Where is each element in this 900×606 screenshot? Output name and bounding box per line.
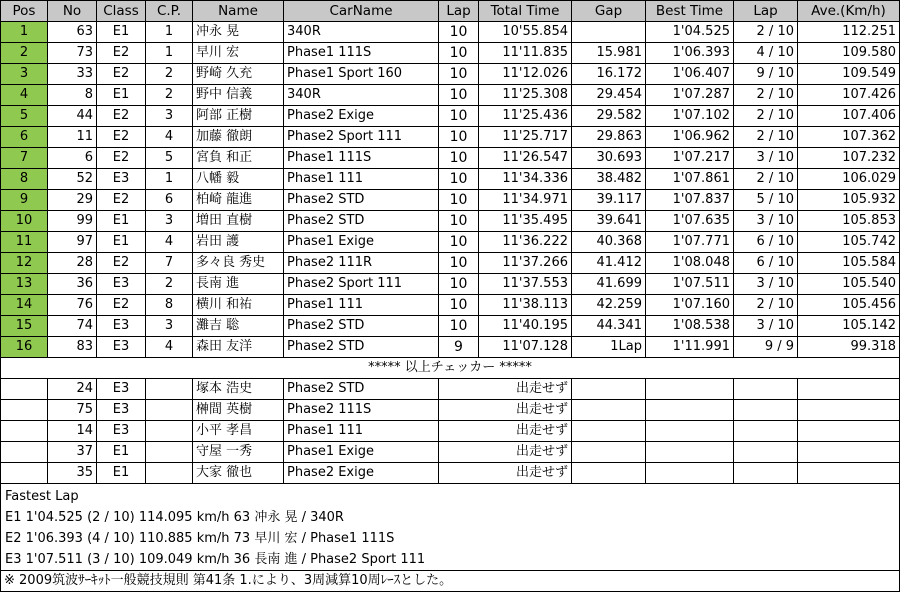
average-speed: 105.853 bbox=[798, 211, 900, 232]
average-speed: 99.318 bbox=[798, 337, 900, 358]
gap bbox=[572, 22, 646, 43]
laps: 10 bbox=[439, 169, 479, 190]
driver-name: 灘吉 聡 bbox=[193, 316, 284, 337]
driver-name: 冲永 晃 bbox=[193, 22, 284, 43]
dns-row bbox=[1, 379, 900, 400]
laps: 9 bbox=[439, 337, 479, 358]
total-time: 11'37.266 bbox=[479, 253, 572, 274]
pos: 12 bbox=[1, 253, 48, 274]
average-speed bbox=[798, 421, 900, 442]
pos: 2 bbox=[1, 43, 48, 64]
driver-name: 増田 直樹 bbox=[193, 211, 284, 232]
table-row bbox=[1, 295, 900, 316]
driver-name: 守屋 一秀 bbox=[193, 442, 284, 463]
pos: 11 bbox=[1, 232, 48, 253]
gap: 41.412 bbox=[572, 253, 646, 274]
header-name: Name bbox=[193, 1, 284, 22]
best-lap: 3 / 10 bbox=[734, 211, 798, 232]
best-time: 1'06.962 bbox=[646, 127, 734, 148]
car-number: 37 bbox=[48, 442, 97, 463]
best-lap bbox=[646, 463, 734, 484]
best-time: 1'07.861 bbox=[646, 169, 734, 190]
driver-name: 小平 孝昌 bbox=[193, 421, 284, 442]
car-number: 6 bbox=[48, 148, 97, 169]
dns-status: 出走せず bbox=[439, 379, 572, 400]
best-lap bbox=[734, 463, 798, 484]
best-lap: 9 / 10 bbox=[734, 64, 798, 85]
best-lap: 3 / 10 bbox=[734, 316, 798, 337]
best-lap bbox=[734, 421, 798, 442]
laps: 10 bbox=[439, 64, 479, 85]
average-speed: 105.142 bbox=[798, 316, 900, 337]
average-speed bbox=[798, 463, 900, 484]
car-name: Phase1 111S bbox=[284, 43, 439, 64]
car-number: 83 bbox=[48, 337, 97, 358]
fastest-lap-line: E1 1'04.525 (2 / 10) 114.095 km/h 63 冲永 晃 / 340R bbox=[5, 510, 344, 525]
car-name: Phase2 Exige bbox=[284, 463, 439, 484]
table-row bbox=[1, 190, 900, 211]
table-row bbox=[1, 148, 900, 169]
driver-name: 早川 宏 bbox=[193, 43, 284, 64]
car-number: 74 bbox=[48, 316, 97, 337]
best-lap bbox=[646, 400, 734, 421]
class-position bbox=[146, 442, 193, 463]
pos bbox=[1, 442, 48, 463]
class-position: 2 bbox=[146, 274, 193, 295]
average-speed: 105.932 bbox=[798, 190, 900, 211]
laps: 10 bbox=[439, 274, 479, 295]
best-time: 1'04.525 bbox=[646, 22, 734, 43]
laps: 10 bbox=[439, 22, 479, 43]
driver-name: 阿部 正樹 bbox=[193, 106, 284, 127]
laps: 10 bbox=[439, 106, 479, 127]
pos: 8 bbox=[1, 169, 48, 190]
table-row bbox=[1, 232, 900, 253]
class-position: 8 bbox=[146, 295, 193, 316]
pos bbox=[1, 379, 48, 400]
total-time: 11'34.971 bbox=[479, 190, 572, 211]
pos: 16 bbox=[1, 337, 48, 358]
average-speed: 107.232 bbox=[798, 148, 900, 169]
dns-status: 出走せず bbox=[439, 442, 572, 463]
table-row bbox=[1, 127, 900, 148]
gap: 15.981 bbox=[572, 43, 646, 64]
class-position: 4 bbox=[146, 232, 193, 253]
best-time: 1'07.771 bbox=[646, 232, 734, 253]
fastest-lap-row bbox=[1, 484, 900, 571]
class: E2 bbox=[97, 127, 146, 148]
dns-row bbox=[1, 442, 900, 463]
average-speed bbox=[798, 400, 900, 421]
driver-name: 多々良 秀史 bbox=[193, 253, 284, 274]
pos bbox=[1, 421, 48, 442]
laps: 10 bbox=[439, 253, 479, 274]
class-position: 7 bbox=[146, 253, 193, 274]
pos: 10 bbox=[1, 211, 48, 232]
footnote: ※ 2009筑波ｻｰｷｯﾄ一般競技規則 第41条 1.により、3周減算10周ﾚｰｽとした。 bbox=[1, 571, 900, 592]
best-lap: 6 / 10 bbox=[734, 232, 798, 253]
car-name: Phase2 Sport 111 bbox=[284, 274, 439, 295]
header-average-speed: Ave.(Km/h) bbox=[798, 1, 900, 22]
driver-name: 八幡 毅 bbox=[193, 169, 284, 190]
best-lap bbox=[734, 400, 798, 421]
driver-name: 加藤 徹朗 bbox=[193, 127, 284, 148]
class-position bbox=[146, 421, 193, 442]
average-speed: 107.426 bbox=[798, 85, 900, 106]
laps: 10 bbox=[439, 43, 479, 64]
fastest-lap-title: Fastest Lap bbox=[5, 489, 79, 504]
header-cp: C.P. bbox=[146, 1, 193, 22]
pos bbox=[1, 400, 48, 421]
best-lap: 2 / 10 bbox=[734, 169, 798, 190]
best-time: 1'07.160 bbox=[646, 295, 734, 316]
best-lap: 3 / 10 bbox=[734, 274, 798, 295]
driver-name: 宮負 和正 bbox=[193, 148, 284, 169]
fastest-lap-line: E3 1'07.511 (3 / 10) 109.049 km/h 36 長南 進 / Phase2 Sport 111 bbox=[5, 552, 426, 567]
average-speed: 112.251 bbox=[798, 22, 900, 43]
pos: 14 bbox=[1, 295, 48, 316]
header-total-time: Total Time bbox=[479, 1, 572, 22]
laps: 10 bbox=[439, 211, 479, 232]
pos: 1 bbox=[1, 22, 48, 43]
best-time: 1'07.635 bbox=[646, 211, 734, 232]
table-row bbox=[1, 106, 900, 127]
class: E2 bbox=[97, 295, 146, 316]
table-row bbox=[1, 43, 900, 64]
car-name: Phase2 Sport 111 bbox=[284, 127, 439, 148]
best-time: 1'07.511 bbox=[646, 274, 734, 295]
best-time: 1'07.287 bbox=[646, 85, 734, 106]
class: E1 bbox=[97, 232, 146, 253]
best-time: 1'06.407 bbox=[646, 64, 734, 85]
table-row bbox=[1, 337, 900, 358]
best-time bbox=[572, 442, 646, 463]
total-time: 11'25.308 bbox=[479, 85, 572, 106]
driver-name: 塚本 浩史 bbox=[193, 379, 284, 400]
gap: 39.117 bbox=[572, 190, 646, 211]
car-name: Phase1 111 bbox=[284, 295, 439, 316]
checker-text: ***** 以上チェッカー ***** bbox=[1, 358, 900, 379]
car-number: 97 bbox=[48, 232, 97, 253]
gap: 1Lap bbox=[572, 337, 646, 358]
best-time bbox=[572, 400, 646, 421]
total-time: 11'35.495 bbox=[479, 211, 572, 232]
car-name: Phase2 Exige bbox=[284, 106, 439, 127]
best-lap: 2 / 10 bbox=[734, 85, 798, 106]
best-lap: 4 / 10 bbox=[734, 43, 798, 64]
driver-name: 森田 友洋 bbox=[193, 337, 284, 358]
gap: 39.641 bbox=[572, 211, 646, 232]
best-lap bbox=[646, 379, 734, 400]
class: E3 bbox=[97, 421, 146, 442]
car-number: 52 bbox=[48, 169, 97, 190]
car-name: 340R bbox=[284, 85, 439, 106]
car-number: 75 bbox=[48, 400, 97, 421]
class: E1 bbox=[97, 211, 146, 232]
driver-name: 柏崎 龍進 bbox=[193, 190, 284, 211]
car-name: Phase1 Sport 160 bbox=[284, 64, 439, 85]
car-name: Phase1 111 bbox=[284, 169, 439, 190]
best-lap bbox=[646, 421, 734, 442]
class-position bbox=[146, 379, 193, 400]
class: E3 bbox=[97, 274, 146, 295]
class-position: 3 bbox=[146, 106, 193, 127]
pos: 6 bbox=[1, 127, 48, 148]
average-speed: 106.029 bbox=[798, 169, 900, 190]
best-time: 1'11.991 bbox=[646, 337, 734, 358]
average-speed: 105.540 bbox=[798, 274, 900, 295]
gap: 38.482 bbox=[572, 169, 646, 190]
header-row bbox=[1, 1, 900, 22]
gap: 30.693 bbox=[572, 148, 646, 169]
average-speed: 109.580 bbox=[798, 43, 900, 64]
laps: 10 bbox=[439, 148, 479, 169]
driver-name: 岩田 護 bbox=[193, 232, 284, 253]
gap: 16.172 bbox=[572, 64, 646, 85]
class: E1 bbox=[97, 22, 146, 43]
class: E1 bbox=[97, 85, 146, 106]
car-name: Phase2 STD bbox=[284, 190, 439, 211]
laps: 10 bbox=[439, 127, 479, 148]
best-lap: 5 / 10 bbox=[734, 190, 798, 211]
best-lap: 2 / 10 bbox=[734, 295, 798, 316]
class: E2 bbox=[97, 190, 146, 211]
class-position bbox=[146, 400, 193, 421]
pos: 9 bbox=[1, 190, 48, 211]
average-speed bbox=[798, 379, 900, 400]
fastest-lap-line: E2 1'06.393 (4 / 10) 110.885 km/h 73 早川 宏 / Phase1 111S bbox=[5, 531, 395, 546]
class: E2 bbox=[97, 148, 146, 169]
average-speed: 105.584 bbox=[798, 253, 900, 274]
best-lap: 2 / 10 bbox=[734, 127, 798, 148]
dns-status: 出走せず bbox=[439, 463, 572, 484]
class-position: 2 bbox=[146, 85, 193, 106]
class-position: 1 bbox=[146, 43, 193, 64]
checker-row bbox=[1, 358, 900, 379]
total-time: 11'37.553 bbox=[479, 274, 572, 295]
best-lap: 2 / 10 bbox=[734, 106, 798, 127]
total-time: 11'12.026 bbox=[479, 64, 572, 85]
driver-name: 長南 進 bbox=[193, 274, 284, 295]
best-time: 1'07.102 bbox=[646, 106, 734, 127]
pos: 13 bbox=[1, 274, 48, 295]
class: E1 bbox=[97, 442, 146, 463]
class-position: 4 bbox=[146, 127, 193, 148]
dns-row bbox=[1, 400, 900, 421]
car-number: 33 bbox=[48, 64, 97, 85]
class-position: 4 bbox=[146, 337, 193, 358]
class: E3 bbox=[97, 316, 146, 337]
total-time: 10'55.854 bbox=[479, 22, 572, 43]
best-time: 1'08.538 bbox=[646, 316, 734, 337]
gap: 42.259 bbox=[572, 295, 646, 316]
header-pos: Pos bbox=[1, 1, 48, 22]
car-number: 29 bbox=[48, 190, 97, 211]
laps: 10 bbox=[439, 232, 479, 253]
class: E3 bbox=[97, 337, 146, 358]
pos: 15 bbox=[1, 316, 48, 337]
pos: 4 bbox=[1, 85, 48, 106]
gap: 29.863 bbox=[572, 127, 646, 148]
best-lap: 2 / 10 bbox=[734, 22, 798, 43]
best-time: 1'06.393 bbox=[646, 43, 734, 64]
class-position bbox=[146, 463, 193, 484]
total-time: 11'36.222 bbox=[479, 232, 572, 253]
best-lap: 3 / 10 bbox=[734, 148, 798, 169]
average-speed: 109.549 bbox=[798, 64, 900, 85]
best-lap bbox=[734, 379, 798, 400]
best-time bbox=[572, 463, 646, 484]
car-number: 14 bbox=[48, 421, 97, 442]
laps: 10 bbox=[439, 295, 479, 316]
pos bbox=[1, 463, 48, 484]
table-row bbox=[1, 22, 900, 43]
class: E2 bbox=[97, 43, 146, 64]
car-number: 99 bbox=[48, 211, 97, 232]
laps: 10 bbox=[439, 190, 479, 211]
car-number: 28 bbox=[48, 253, 97, 274]
car-number: 76 bbox=[48, 295, 97, 316]
gap: 40.368 bbox=[572, 232, 646, 253]
table-row bbox=[1, 85, 900, 106]
car-number: 63 bbox=[48, 22, 97, 43]
car-name: Phase2 111R bbox=[284, 253, 439, 274]
dns-status: 出走せず bbox=[439, 421, 572, 442]
average-speed: 107.406 bbox=[798, 106, 900, 127]
gap: 29.454 bbox=[572, 85, 646, 106]
driver-name: 野中 信義 bbox=[193, 85, 284, 106]
car-name: Phase2 STD bbox=[284, 211, 439, 232]
car-name: Phase1 Exige bbox=[284, 232, 439, 253]
best-time bbox=[572, 421, 646, 442]
total-time: 11'40.195 bbox=[479, 316, 572, 337]
header-best-lap: Lap bbox=[734, 1, 798, 22]
class: E3 bbox=[97, 169, 146, 190]
header-best-time: Best Time bbox=[646, 1, 734, 22]
total-time: 11'34.336 bbox=[479, 169, 572, 190]
header-car-name: CarName bbox=[284, 1, 439, 22]
total-time: 11'25.717 bbox=[479, 127, 572, 148]
average-speed: 105.742 bbox=[798, 232, 900, 253]
car-number: 11 bbox=[48, 127, 97, 148]
driver-name: 野崎 久充 bbox=[193, 64, 284, 85]
car-name: Phase1 111 bbox=[284, 421, 439, 442]
header-gap: Gap bbox=[572, 1, 646, 22]
car-number: 36 bbox=[48, 274, 97, 295]
class: E2 bbox=[97, 253, 146, 274]
class: E2 bbox=[97, 106, 146, 127]
laps: 10 bbox=[439, 85, 479, 106]
car-name: Phase1 111S bbox=[284, 148, 439, 169]
driver-name: 榊間 英樹 bbox=[193, 400, 284, 421]
pos: 3 bbox=[1, 64, 48, 85]
table-row bbox=[1, 274, 900, 295]
best-lap: 9 / 9 bbox=[734, 337, 798, 358]
class-position: 2 bbox=[146, 64, 193, 85]
car-name: Phase2 STD bbox=[284, 316, 439, 337]
class: E3 bbox=[97, 379, 146, 400]
average-speed: 107.362 bbox=[798, 127, 900, 148]
average-speed: 105.456 bbox=[798, 295, 900, 316]
laps: 10 bbox=[439, 316, 479, 337]
class-position: 3 bbox=[146, 211, 193, 232]
table-row bbox=[1, 253, 900, 274]
table-row bbox=[1, 64, 900, 85]
table-row bbox=[1, 169, 900, 190]
driver-name: 横川 和祐 bbox=[193, 295, 284, 316]
car-number: 44 bbox=[48, 106, 97, 127]
footnote-row bbox=[1, 571, 900, 592]
table-row bbox=[1, 316, 900, 337]
best-time: 1'07.837 bbox=[646, 190, 734, 211]
table-row bbox=[1, 211, 900, 232]
car-number: 8 bbox=[48, 85, 97, 106]
class-position: 1 bbox=[146, 169, 193, 190]
class: E1 bbox=[97, 463, 146, 484]
car-number: 73 bbox=[48, 43, 97, 64]
gap: 41.699 bbox=[572, 274, 646, 295]
pos: 7 bbox=[1, 148, 48, 169]
best-lap bbox=[646, 442, 734, 463]
class-position: 3 bbox=[146, 316, 193, 337]
best-lap bbox=[734, 442, 798, 463]
gap: 29.582 bbox=[572, 106, 646, 127]
fastest-lap-block bbox=[1, 484, 900, 571]
car-number: 24 bbox=[48, 379, 97, 400]
results-body bbox=[1, 22, 900, 592]
best-time: 1'07.217 bbox=[646, 148, 734, 169]
dns-status: 出走せず bbox=[439, 400, 572, 421]
driver-name: 大家 徹也 bbox=[193, 463, 284, 484]
class: E3 bbox=[97, 400, 146, 421]
total-time: 11'07.128 bbox=[479, 337, 572, 358]
class-position: 6 bbox=[146, 190, 193, 211]
header-no: No bbox=[48, 1, 97, 22]
header-lap: Lap bbox=[439, 1, 479, 22]
dns-row bbox=[1, 421, 900, 442]
total-time: 11'25.436 bbox=[479, 106, 572, 127]
class: E2 bbox=[97, 64, 146, 85]
best-time bbox=[572, 379, 646, 400]
pos: 5 bbox=[1, 106, 48, 127]
car-name: Phase2 STD bbox=[284, 337, 439, 358]
car-number: 35 bbox=[48, 463, 97, 484]
total-time: 11'11.835 bbox=[479, 43, 572, 64]
total-time: 11'26.547 bbox=[479, 148, 572, 169]
best-lap: 6 / 10 bbox=[734, 253, 798, 274]
best-time: 1'08.048 bbox=[646, 253, 734, 274]
gap: 44.341 bbox=[572, 316, 646, 337]
car-name: Phase2 STD bbox=[284, 379, 439, 400]
total-time: 11'38.113 bbox=[479, 295, 572, 316]
car-name: Phase2 111S bbox=[284, 400, 439, 421]
average-speed bbox=[798, 442, 900, 463]
class-position: 5 bbox=[146, 148, 193, 169]
class-position: 1 bbox=[146, 22, 193, 43]
dns-row bbox=[1, 463, 900, 484]
header-class: Class bbox=[97, 1, 146, 22]
car-name: 340R bbox=[284, 22, 439, 43]
car-name: Phase1 Exige bbox=[284, 442, 439, 463]
